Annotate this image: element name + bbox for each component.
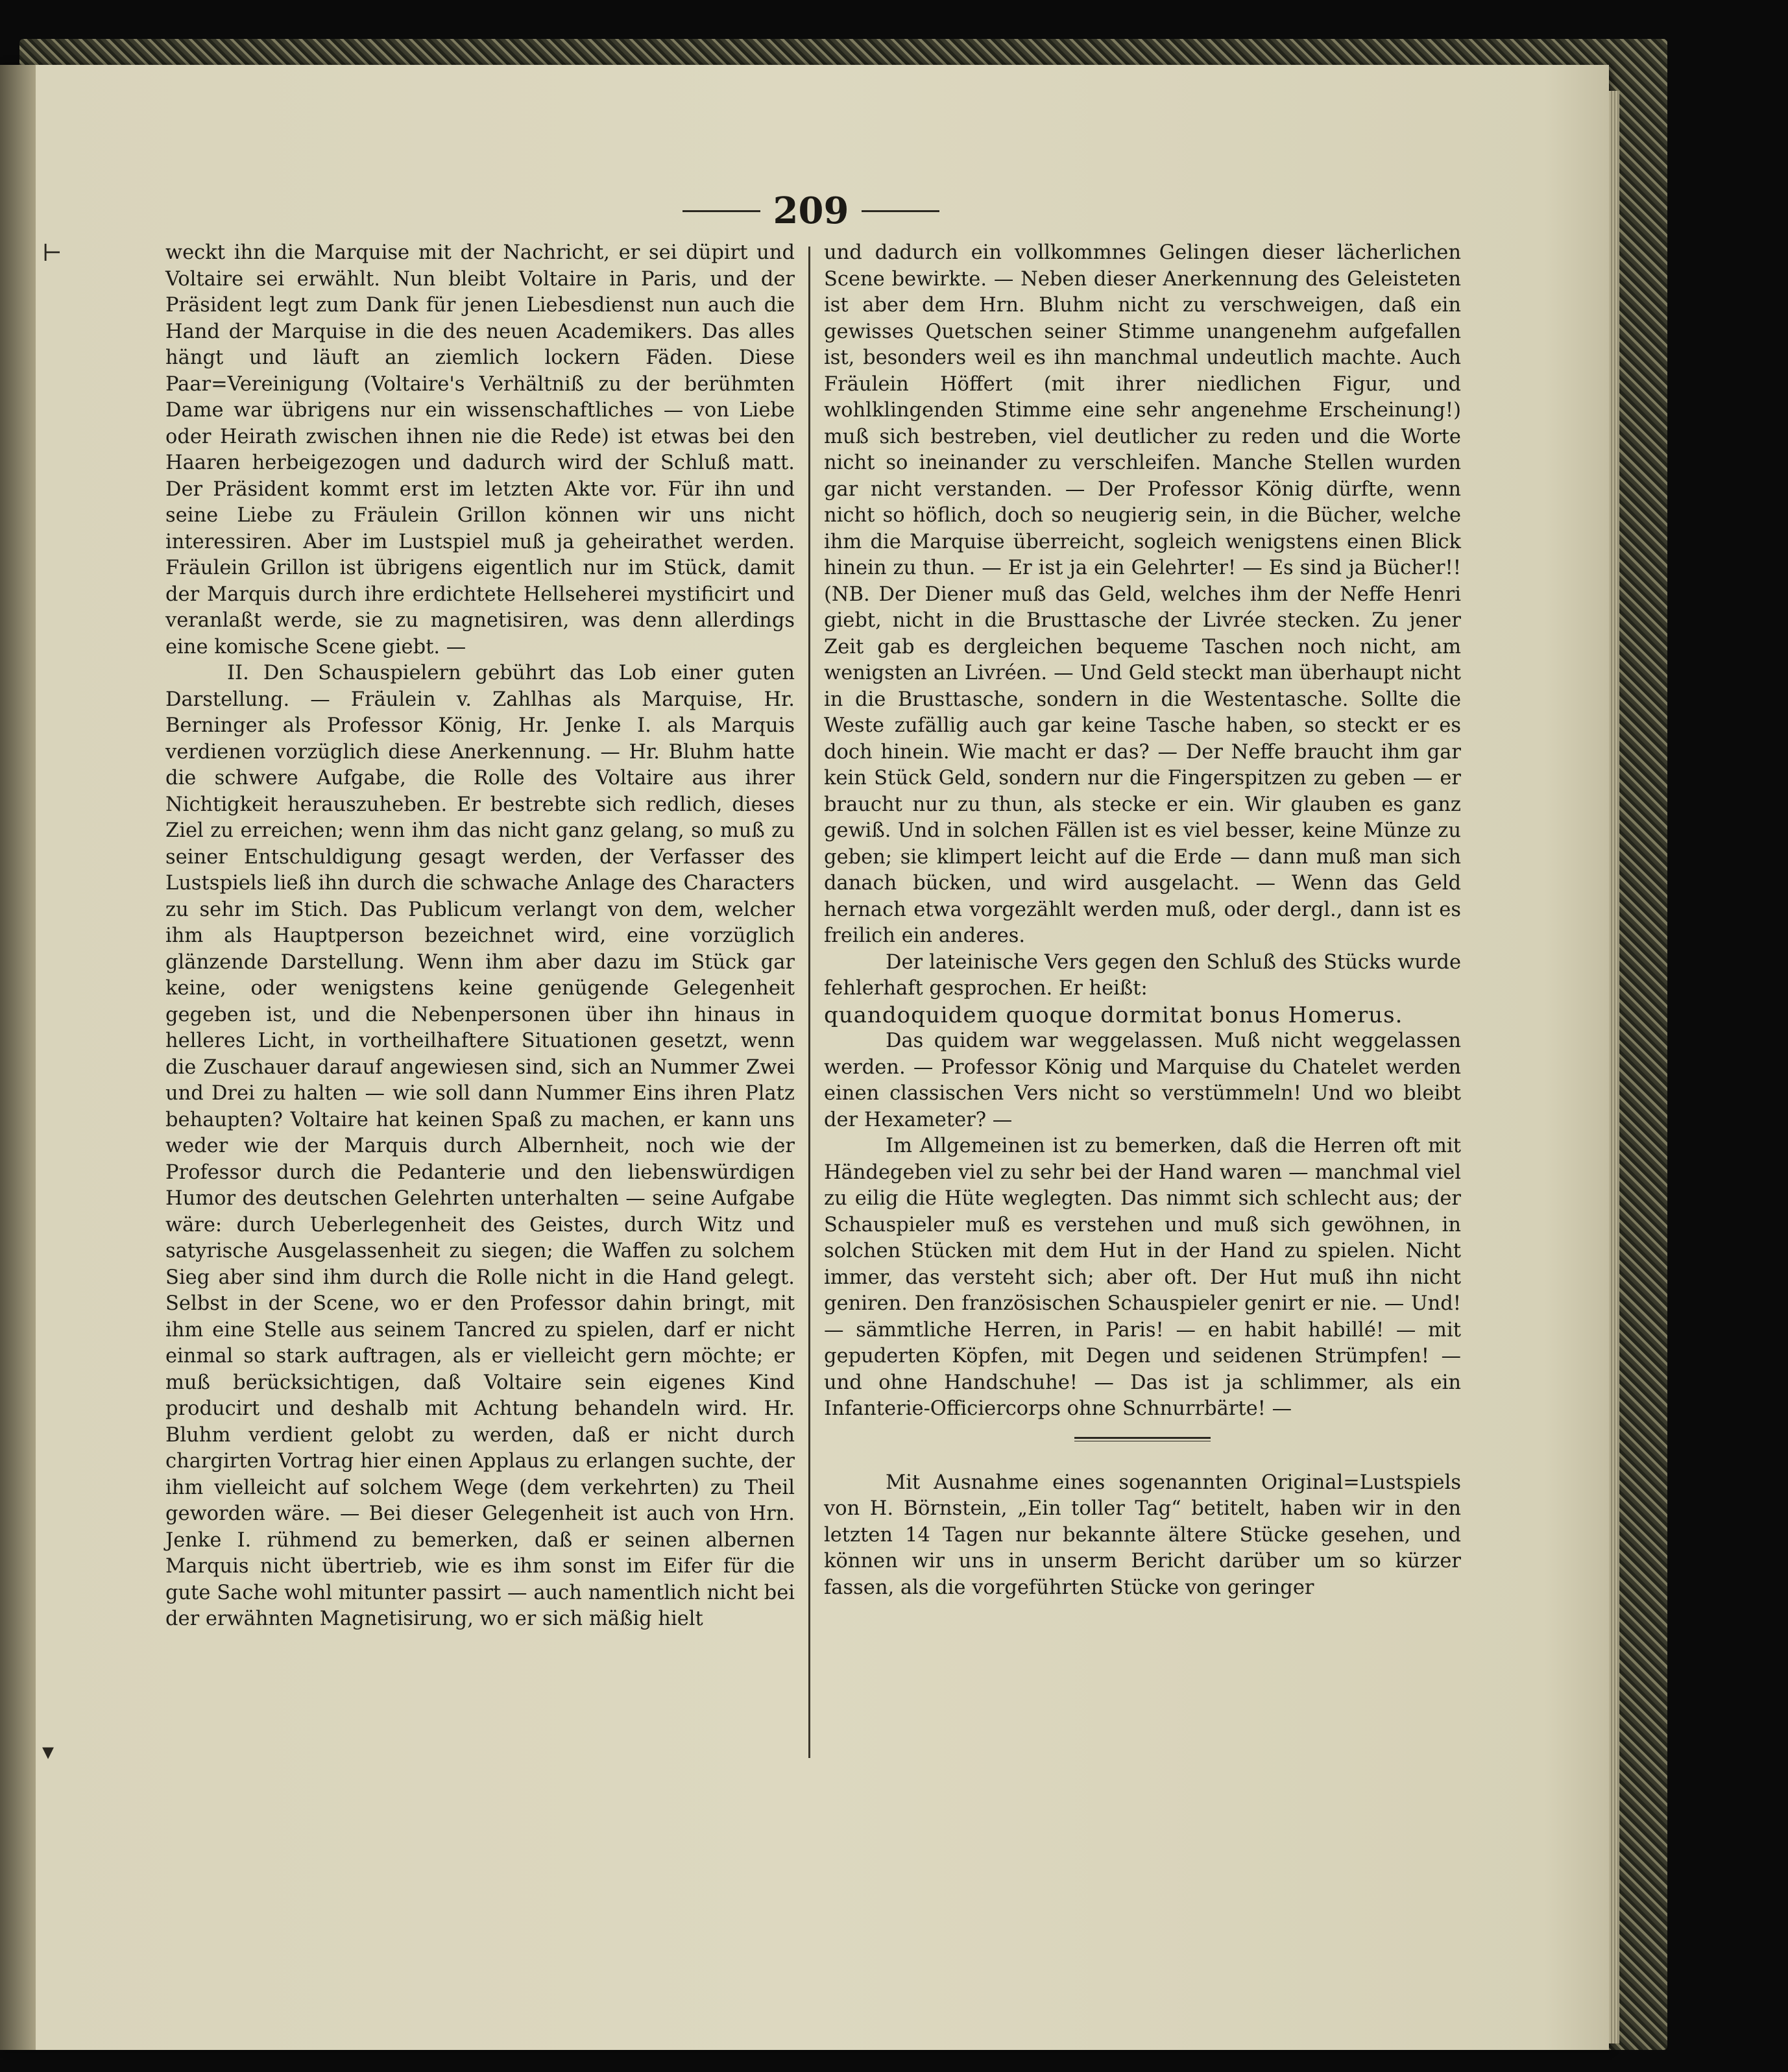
paragraph: Mit Ausnahme eines sogenannten Original=Lustspiels von H. Börnstein, „Ein toller Tag“ betitelt, haben wir in den letzten 14 Tagen nur bekannte ältere Stücke gesehen, und können wir uns in unserm Bericht darüber um so kürzer fassen, als die vorgeführten Stücke von geringer [824, 1471, 1461, 1599]
spine-crease [0, 65, 36, 2050]
right-column [824, 240, 1461, 1601]
paragraph: weckt ihn die Marquise mit der Nachricht, er sei düpirt und Voltaire sei erwählt. Nun bleibt Voltaire in Paris, und der Präsident legt zum Dank für jenen Liebesdienst nun auch die Hand der Marquise in die des neuen Academikers. Das alles hängt und läuft an ziemlich lockern Fäden. Diese Paar=Vereinigung (Voltaire's Verhältniß zu der berühmten Dame war übrigens nur ein wissenschaftliches — von Liebe oder Heirath zwischen ihnen nie die Rede) ist etwas bei den Haaren herbeigezogen und dadurch wird der Schluß matt. Der Präsident kommt erst im letzten Akte vor. Für ihn und seine Liebe zu Fräulein Grillon können wir uns nicht interessiren. Aber im Lustspiel muß ja geheirathet werden. Fräulein Grillon ist übrigens eigentlich nur im Stück, damit der Marquis durch ihre erdichtete Hellseherei mystificirt und veranlaßt werde, sie zu magnetisiren, was denn allerdings eine komische Scene giebt. — [165, 241, 795, 658]
paragraph: Der lateinische Vers gegen den Schluß des Stücks wurde fehlerhaft gesprochen. Er heißt: [824, 950, 1461, 1000]
paragraph: II. Den Schauspielern gebührt das Lob einer guten Darstellung. — Fräulein v. Zahlhas als Marquise, Hr. Berninger als Professor König, Hr. Jenke I. als Marquis verdienen vorzüglich diese Anerkennung. — Hr. Bluhm hatte die schwere Aufgabe, die Rolle des Voltaire aus ihrer Nichtigkeit herauszuheben. Er bestrebte sich redlich, dieses Ziel zu erreichen; wenn ihm das nicht ganz gelang, so muß zu seiner Entschuldigung gesagt werden, der Verfasser des Lustspiels ließ ihn durch die schwache Anlage des Characters zu sehr im Stich. Das Publicum verlangt von dem, welcher ihm als Hauptperson bezeichnet wird, eine vorzüglich glänzende Darstellung. Wenn ihm aber dazu im Stück gar keine, oder wenigstens keine genügende Gelegenheit gegeben ist, und die Nebenpersonen über ihn hinaus in helleres Licht, in vortheilhaftere Situationen gesetzt, wenn die Zuschauer darauf angewiesen sind, sich an Nummer Zwei und Drei zu halten — wie soll dann Nummer Eins ihren Platz behaupten? Voltaire hat keinen Spaß zu machen, er kann uns weder wie der Marquis durch Albernheit, noch wie der Professor durch die Pedanterie und den liebenswürdigen Humor des deutschen Gelehrten unterhalten — seine Aufgabe wäre: durch Ueberlegenheit des Geistes, durch Witz und satyrische Ausgelassenheit zu siegen; die Waffen zu solchem Sieg aber sind ihm durch die Rolle nicht in die Hand gelegt. Selbst in der Scene, wo er den Professor dahin bringt, mit ihm eine Stelle aus seinem Tancred zu spielen, darf er nicht einmal so stark auftragen, als er vielleicht gern möchte; er muß berücksichtigen, daß Voltaire sein eigenes Kind producirt und deshalb mit Achtung behandeln wird. Hr. Bluhm verdient gelobt zu werden, daß er nicht durch chargirten Vortrag hier einen Applaus zu erlangen suchte, der ihm vielleicht auf solchem Wege (dem verkehrten) zu Theil geworden wäre. — Bei dieser Gelegenheit ist auch von Hrn. Jenke I. rühmend zu bemerken, daß er seinen albernen Marquis nicht übertrieb, wie es ihm sonst im Eifer für die gute Sache wohl mitunter passirt — auch namentlich nicht bei der erwähnten Magnetisirung, wo er sich mäßig hielt [165, 662, 795, 1630]
paragraph: Im Allgemeinen ist zu bemerken, daß die Herren oft mit Händegeben viel zu sehr bei der Hand waren — manchmal viel zu eilig die Hüte weglegten. Das nimmt sich schlecht aus; der Schauspieler muß es verstehen und muß sich gewöhnen, in solchen Stücken mit dem Hut in der Hand zu spielen. Nicht immer, das versteht sich; aber oft. Der Hut muß ihn nicht geniren. Den französischen Schauspieler genirt er nie. — Und! — sämmtliche Herren, in Paris! — en habit habillé! — mit gepuderten Köpfen, mit Degen und seidenen Strümpfen! — und ohne Handschuhe! — Das ist ja schlimmer, als ein Infanterie-Officiercorps ohne Schnurrbärte! — [824, 1135, 1461, 1420]
page-header [675, 185, 947, 237]
left-column [165, 240, 795, 1633]
page-edge [1609, 91, 1619, 2043]
margin-mark: ⊢ [42, 240, 62, 267]
column-divider [808, 247, 810, 1758]
paragraph: Das quidem war weggelassen. Muß nicht weggelassen werden. — Professor König und Marquise du Chatelet werden einen classischen Vers nicht so verstümmeln! Und wo bleibt der Hexameter? — [824, 1030, 1461, 1131]
paragraph: und dadurch ein vollkommnes Gelingen dieser lächerlichen Scene bewirkte. — Neben dieser Anerkennung des Geleisteten ist aber dem Hrn. Bluhm nicht zu verschweigen, daß ein gewisses Quetschen seiner Stimme unangenehm aufgefallen ist, besonders weil es ihn manchmal undeutlich machte. Auch Fräulein Höffert (mit ihrer niedlichen Figur, und wohlklingenden Stimme eine sehr angenehme Erscheinung!) muß sich bestreben, viel deutlicher zu reden und die Worte nicht so ineinander zu verschleifen. Manche Stellen wurden gar nicht verstanden. — Der Professor König dürfte, wenn nicht so höflich, doch so neugierig sein, in die Bücher, welche ihm die Marquise überreicht, sogleich wenigstens einen Blick hinein zu thun. — Er ist ja ein Gelehrter! — Es sind ja Bücher!! (NB. Der Diener muß das Geld, welches ihm der Neffe Henri giebt, nicht in die Brusttasche der Livrée stecken. Zu jener Zeit gab es dergleichen bequeme Taschen noch nicht, am wenigsten an Livréen. — Und Geld steckt man überhaupt nicht in die Brusttasche, sondern in die Westentasche. Sollte die Weste zufällig auch gar keine Tasche haben, so steckt er es doch hinein. Wie macht er das? — Der Neffe braucht ihm gar kein Stück Geld, sondern nur die Fingerspitzen zu geben — er braucht nur zu thun, als stecke er ein. Wir glauben es ganz gewiß. Und in solchen Fällen ist es viel besser, keine Münze zu geben; sie klimpert leicht auf die Erde — dann muß man sich danach bücken, und wird ausgelacht. — Wenn das Geld hernach etwa vorgezählt werden muß, oder dergl., dann ist es freilich ein anderes. [824, 241, 1461, 947]
header-rule-left [683, 210, 760, 212]
margin-mark: ▾ [42, 1739, 54, 1765]
latin-quote: quandoquidem quoque dormitat bonus Homerus. [824, 1002, 1403, 1028]
section-separator [1074, 1437, 1211, 1441]
page-number: 209 [773, 189, 849, 232]
header-rule-right [862, 210, 939, 212]
